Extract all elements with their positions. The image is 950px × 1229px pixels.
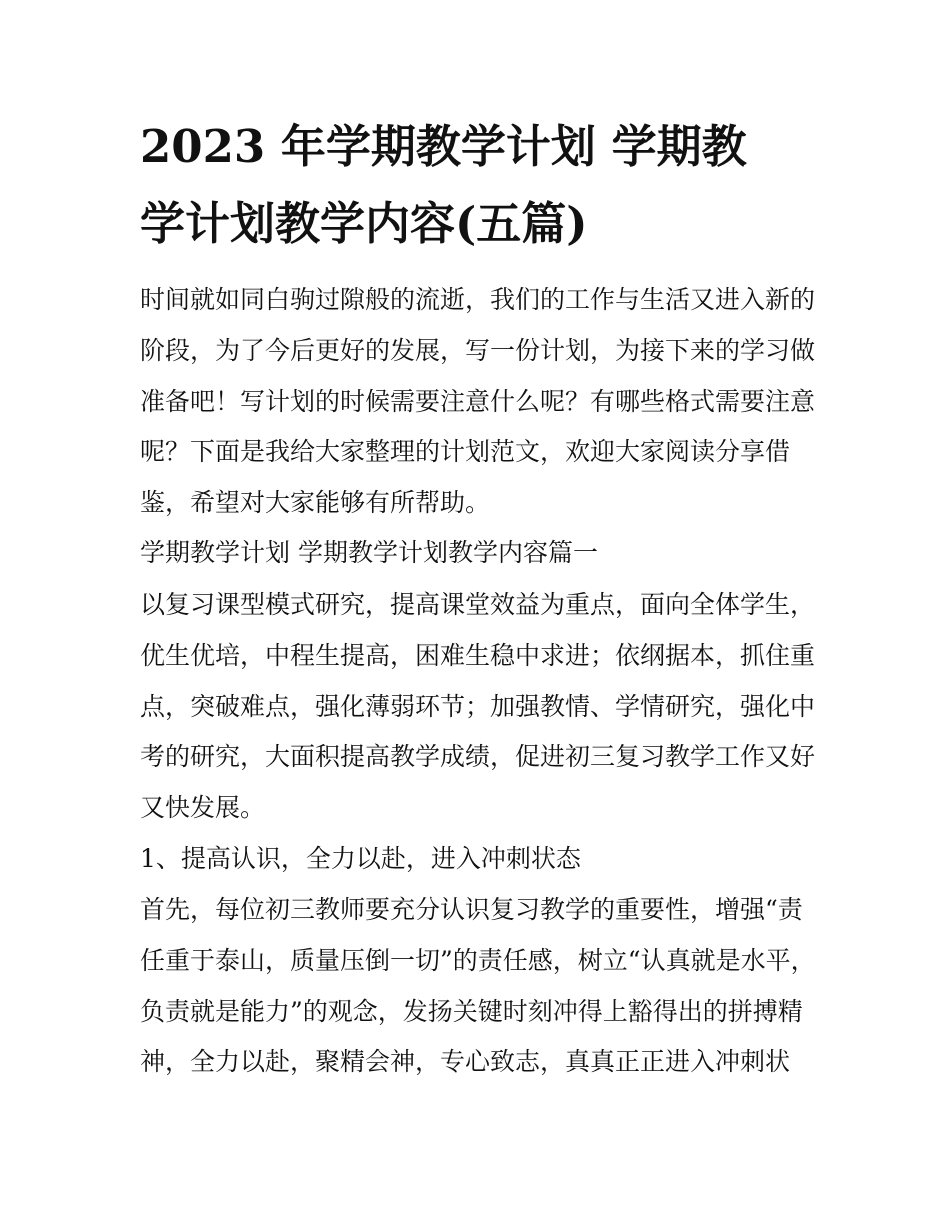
para2-line-1: 首先，每位初三教师要充分认识复习教学的重要性，增强“责	[140, 895, 803, 924]
intro-line-5: 鉴，希望对大家能够有所帮助。	[140, 488, 491, 517]
document-title-line-1: 2023 年学期教学计划 学期教	[140, 120, 747, 173]
item1-heading: 1、提高认识，全力以赴，进入冲刺状态	[140, 844, 581, 873]
para2-line-4: 神，全力以赴，聚精会神，专心致志，真真正正进入冲刺状	[140, 1047, 791, 1076]
para2-line-3: 负责就是能力”的观念，发扬关键时刻冲得上豁得出的拼搏精	[140, 997, 803, 1026]
intro-line-4: 呢？下面是我给大家整理的计划范文，欢迎大家阅读分享借	[140, 437, 791, 466]
intro-line-2: 阶段，为了今后更好的发展，写一份计划，为接下来的学习做	[140, 336, 816, 365]
document-title-line-2: 学计划教学内容(五篇)	[140, 197, 588, 250]
para1-line-1: 以复习课型模式研究，提高课堂效益为重点，面向全体学生，	[140, 590, 816, 619]
section-heading: 学期教学计划 学期教学计划教学内容篇一	[140, 538, 598, 567]
para1-line-4: 考的研究，大面积提高教学成绩，促进初三复习教学工作又好	[140, 742, 816, 771]
para2-line-2: 任重于泰山，质量压倒一切”的责任感，树立“认真就是水平，	[140, 946, 816, 975]
para1-line-3: 点，突破难点，强化薄弱环节；加强教情、学情研究，强化中	[140, 692, 816, 721]
para1-line-5: 又快发展。	[140, 793, 266, 822]
intro-line-3: 准备吧！写计划的时候需要注意什么呢？有哪些格式需要注意	[140, 387, 816, 416]
para1-line-2: 优生优培，中程生提高，困难生稳中求进；依纲据本，抓住重	[140, 641, 816, 670]
intro-line-1: 时间就如同白驹过隙般的流逝，我们的工作与生活又进入新的	[140, 285, 816, 314]
